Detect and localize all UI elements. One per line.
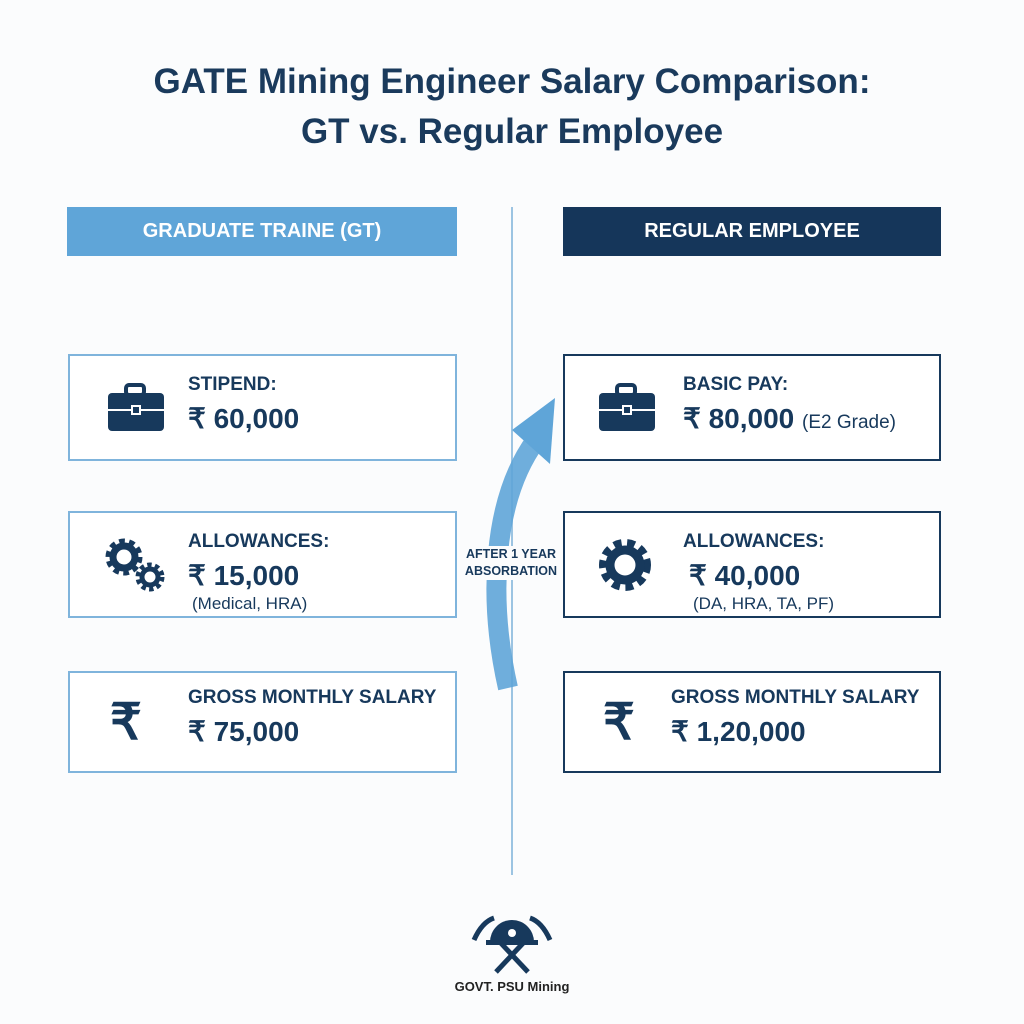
gt-allowances-note: (Medical, HRA): [192, 594, 308, 613]
regular-gross-label: GROSS MONTHLY SALARY: [671, 687, 920, 708]
grade-note: (E2 Grade): [802, 412, 896, 433]
regular-gross-value: ₹ 1,20,000: [671, 716, 806, 747]
regular-header: REGULAR EMPLOYEE: [563, 207, 941, 256]
regular-allowances-label: ALLOWANCES:: [683, 531, 825, 552]
gt-header: GRADUATE TRAINE (GT): [67, 207, 457, 256]
arrow-label: [462, 546, 560, 580]
rupee-icon: ₹: [110, 694, 142, 750]
gt-allowances-card: [68, 511, 457, 618]
arrow-label-line1: AFTER 1 YEAR: [465, 547, 557, 561]
gears-icon: [102, 535, 168, 595]
gt-gross-value: ₹ 75,000: [188, 716, 300, 747]
gt-allowances-label: ALLOWANCES:: [188, 531, 330, 552]
regular-allowances-note: (DA, HRA, TA, PF): [693, 594, 835, 613]
gt-stipend-card: [68, 354, 457, 461]
stipend-value: ₹ 60,000: [188, 403, 300, 434]
regular-basic-card: [563, 354, 941, 461]
regular-allowances-card: [563, 511, 941, 618]
regular-gross-card: [563, 671, 941, 773]
gt-gross-label: GROSS MONTHLY SALARY: [188, 687, 437, 708]
rupee-icon: ₹: [603, 694, 635, 750]
title-line-1: GATE Mining Engineer Salary Comparison:: [153, 62, 871, 101]
briefcase-icon: [597, 383, 657, 433]
basic-pay-value: ₹ 80,000: [683, 403, 795, 434]
progression-arrow-icon: [440, 380, 580, 710]
gear-icon: [597, 537, 653, 593]
title-line-2: GT vs. Regular Employee: [300, 112, 724, 151]
arrow-label-line2: ABSORBATION: [464, 564, 558, 578]
basic-pay-label: BASIC PAY:: [683, 374, 789, 395]
mining-helmet-logo-icon: [470, 910, 554, 976]
gt-allowances-value: ₹ 15,000: [188, 560, 300, 591]
gt-gross-card: [68, 671, 457, 773]
logo-text: GOVT. PSU Mining: [454, 979, 570, 994]
briefcase-icon: [106, 383, 166, 433]
regular-allowances-value: ₹ 40,000: [689, 560, 801, 591]
stipend-label: STIPEND:: [188, 374, 277, 395]
